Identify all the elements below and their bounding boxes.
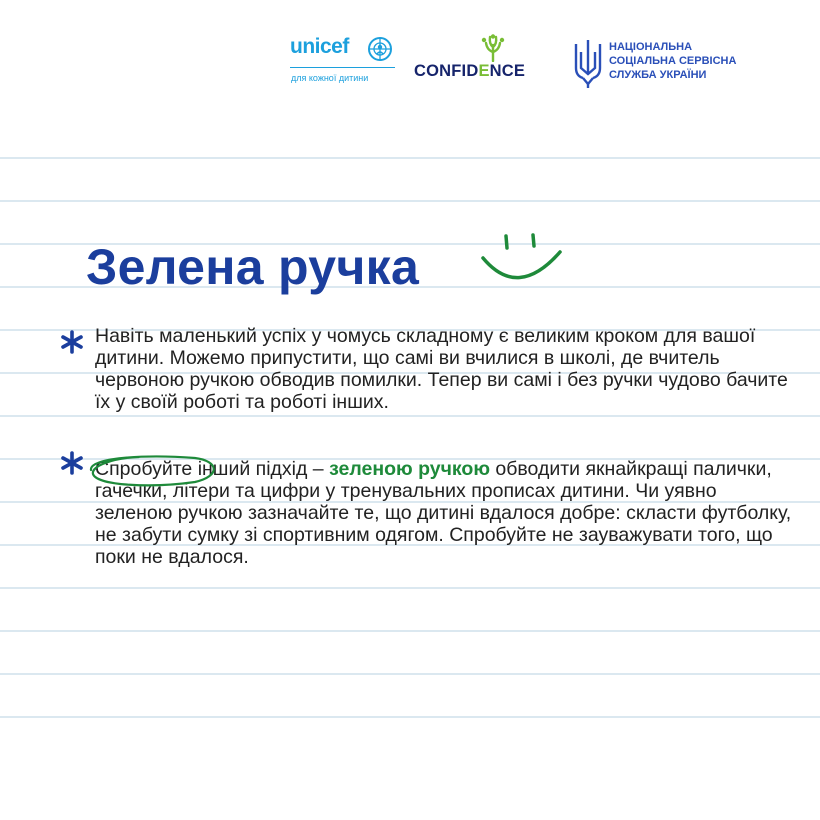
green-pen-highlight: зеленою ручкою [329,458,490,480]
trident-icon [573,38,603,88]
circled-word: Спробуйте [95,458,192,480]
sprout-icon [480,34,506,62]
paragraph-red-pen: Навіть маленький успіх у чомусь складному є великим кроком для вашої дитини. Можемо припустити, що самі ви вчилися в школі, де вчитель червоною ручкою обводив помилки. Тепер ви самі і без ручки чудово бачите їх у своїй роботі та роботі інших. [95,325,788,413]
globe-icon [367,36,393,62]
green-circle-mark [83,452,223,488]
smiley-icon [478,232,568,292]
confidence-logo [414,32,560,92]
asterisk-icon [60,451,84,475]
unicef-tagline: для кожної дитини [291,73,369,83]
nss-line-3: СЛУЖБА УКРАЇНИ [609,69,707,81]
page-title: Зелена ручка [86,239,420,295]
nss-line-2: СОЦІАЛЬНА СЕРВІСНА [609,55,737,67]
asterisk-icon [60,330,84,354]
unicef-divider [290,67,395,68]
paragraph-green-pen: Спробуйте інший підхід – зеленою ручкою обводити якнайкращі палички, гачечки, літери та цифри у тренувальних прописах дитини. Чи уявно зеленою ручкою зазначайте те, що дитині вдалося добре: скласти футболку, не забути сумку зі спортивним одягом. Спробуйте не зауважувати того, що поки не вдалося. [95,458,795,568]
nss-line-1: НАЦІОНАЛЬНА [609,41,693,53]
unicef-wordmark: unicef [290,35,349,58]
confidence-wordmark: CONFIDENCE [414,62,526,80]
unicef-logo [288,32,400,92]
nss-name [609,40,736,82]
nss-logo [573,38,773,98]
